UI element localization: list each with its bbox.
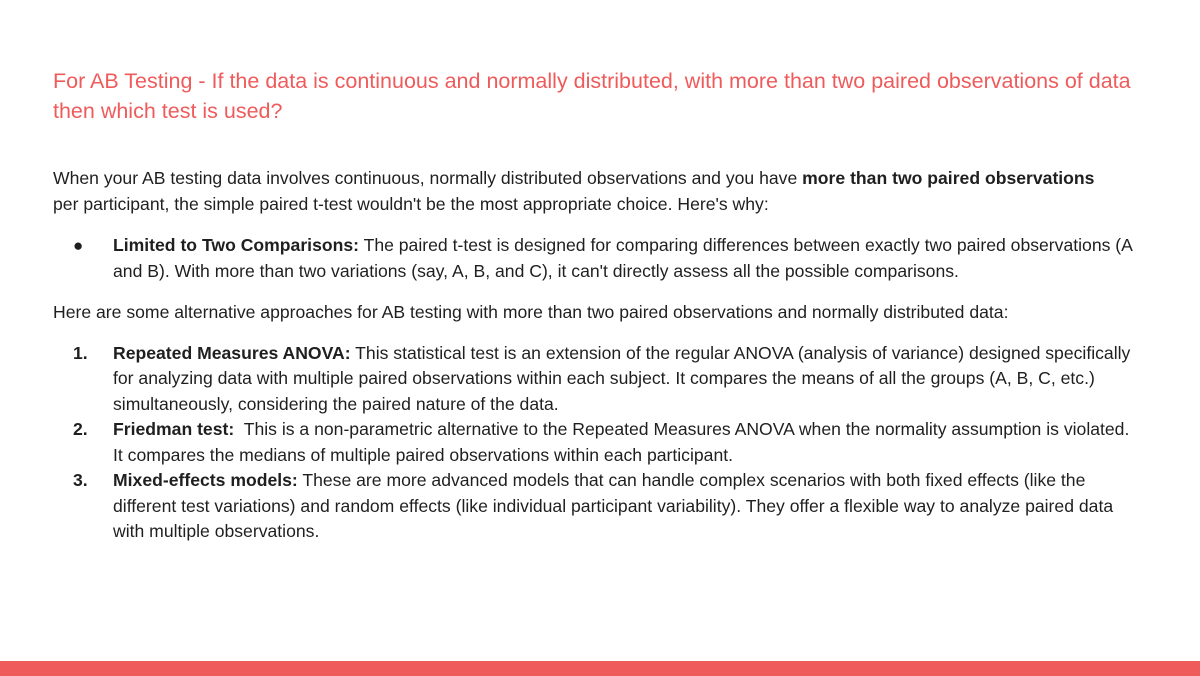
intro-text-before: When your AB testing data involves continuous, normally distributed observations and you have <box>53 168 803 188</box>
slide-body <box>53 166 1153 545</box>
slide-title: For AB Testing - If the data is continuous and normally distributed, with more than two paired observations of data then which test is used? <box>53 69 1131 123</box>
reason-text: The paired t-test is designed for comparing differences between exactly two paired observations (A and B). With more than two variations (say, A, B, and C), it can't directly assess all the possible comparisons. <box>113 235 1132 281</box>
list-number: 3. <box>73 470 88 490</box>
alternative-heading: Friedman test: <box>113 419 235 439</box>
list-number: 1. <box>73 342 88 363</box>
list-number: 2. <box>73 419 88 439</box>
list-item <box>53 417 1143 468</box>
alternative-heading: Repeated Measures ANOVA: <box>113 342 351 363</box>
alternative-text: This is a non-parametric alternative to the Repeated Measures ANOVA when the normality assumption is violated. It compares the medians of multiple paired observations within each participant. <box>113 419 1135 465</box>
list-item <box>53 341 1143 418</box>
alternatives-intro: Here are some alternative approaches for AB testing with more than two paired observations and normally distributed data: <box>53 302 1009 322</box>
alternative-text: These are more advanced models that can handle complex scenarios with both fixed effects (like the different test variations) and random effects (like individual participant variability). They offer a flexible way to analyze paired data with multiple observations. <box>113 470 1114 541</box>
list-item <box>53 233 1143 284</box>
alternative-text: This statistical test is an extension of the regular ANOVA (analysis of variance) designed specifically for analyzing data with multiple paired observations within each subject. It compares the means of all the groups (A, B, C, etc.) simultaneously, considering the paired nature of the data. <box>113 342 1131 414</box>
footer-accent-bar <box>0 661 1200 676</box>
alternative-heading: Mixed-effects models: <box>113 470 298 490</box>
intro-bold-text: more than two paired observations <box>802 168 1095 188</box>
alternatives-list <box>53 341 1153 545</box>
list-item <box>53 468 1143 545</box>
intro-paragraph <box>53 166 1113 217</box>
reason-heading: Limited to Two Comparisons: <box>113 235 359 255</box>
reasons-list <box>53 233 1153 284</box>
intro-text-after: per participant, the simple paired t-test wouldn't be the most appropriate choice. Here's why: <box>53 193 769 214</box>
bullet-icon: ● <box>73 236 84 255</box>
